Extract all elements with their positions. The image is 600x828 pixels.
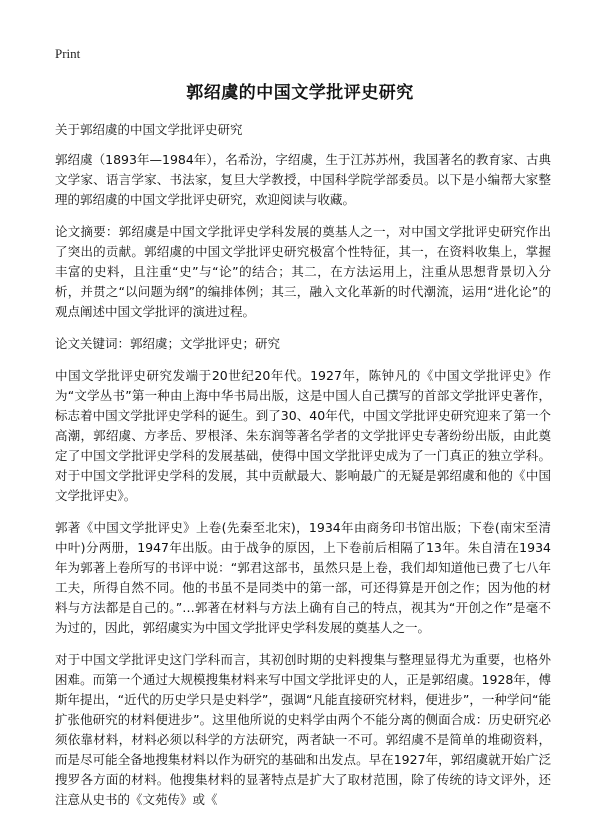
page-title: 郭绍虞的中国文学批评史研究	[186, 83, 414, 103]
paragraph-keywords: 论文关键词：郭绍虞；文学批评史；研究	[55, 336, 281, 351]
paragraph-intro: 郭绍虞（1893年—1984年），名希汾，字绍虞，生于江苏苏州，我国著名的教育家、古典文学家、语言学家、书法家，复旦大学教授，中国科学院学部委员。以下是小编帮大家整理的郭绍虞的中国文学批评史研究，欢迎阅读与收藏。	[55, 152, 551, 207]
article-body	[55, 150, 551, 822]
paragraph-body: 对于中国文学批评史这门学科而言，其初创时期的史料搜集与整理显得尤为重要，也格外困难。而第一个通过大规模搜集材料来写中国文学批评史的人，正是郭绍虞。1928年，傅斯年提出，“近代的历史学只是史料学”，强调“凡能直接研究材料，便进步”，一种学问“能扩张他研究的材料便进步”。这里他所说的史料学由两个不能分离的侧面合成：历史研究必须依靠材料，材料必须以科学的方法研究，两者缺一不可。郭绍虞不是简单的堆砌资料，而是尽可能全备地搜集材料以作为研究的基础和出发点。早在1927年，郭绍虞就开始广泛搜罗各方面的材料。他搜集材料的显著特点是扩大了取材范围，除了传统的诗文评外，还注意从史书的《文苑传》或《	[55, 652, 551, 807]
document-subtitle: 关于郭绍虞的中国文学批评史研究	[55, 122, 243, 137]
paragraph-body: 中国文学批评史研究发端于20世纪20年代。1927年，陈钟凡的《中国文学批评史》作为“文学丛书”第一种由上海中华书局出版，这是中国人自己撰写的首部文学批评史著作，标志着中国文学批评史学科的诞生。到了30、40年代，中国文学批评史研究迎来了第一个高潮，郭绍虞、方孝岳、罗根泽、朱东润等著名学者的文学批评史专著纷纷出版，由此奠定了中国文学批评史学科的发展基础，使得中国文学批评史成为了一门真正的独立学科。对于中国文学批评史学科的发展，其中贡献最大、影响最广的无疑是郭绍虞和他的《中国文学批评史》。	[55, 368, 551, 503]
paragraph-body: 郭著《中国文学批评史》上卷(先秦至北宋)，1934年由商务印书馆出版；下卷(南宋至清中叶)分两册，1947年出版。由于战争的原因，上下卷前后相隔了13年。朱自清在1934年为郭著上卷所写的书评中说：“郭君这部书，虽然只是上卷，我们却知道他已费了七八年工夫，所得自然不同。他的书虽不是同类中的第一部，可还得算是开创之作；因为他的材料与方法都是自己的。”…郭著在材料与方法上确有自己的特点，视其为“开创之作”是毫不为过的，因此，郭绍虞实为中国文学批评史学科发展的奠基人之一。	[55, 520, 551, 635]
print-link[interactable]: Print	[55, 46, 81, 61]
paragraph-abstract: 论文摘要：郭绍虞是中国文学批评史学科发展的奠基人之一，对中国文学批评史研究作出了突出的贡献。郭绍虞的中国文学批评史研究极富个性特征，其一，在资料收集上，掌握丰富的史料，且注重“史”与“论”的结合；其二，在方法运用上，注重从思想背景切入分析，并贯之“以问题为纲”的编排体例；其三，融入文化革新的时代潮流，运用“进化论”的观点阐述中国文学批评的演进过程。	[55, 224, 551, 319]
